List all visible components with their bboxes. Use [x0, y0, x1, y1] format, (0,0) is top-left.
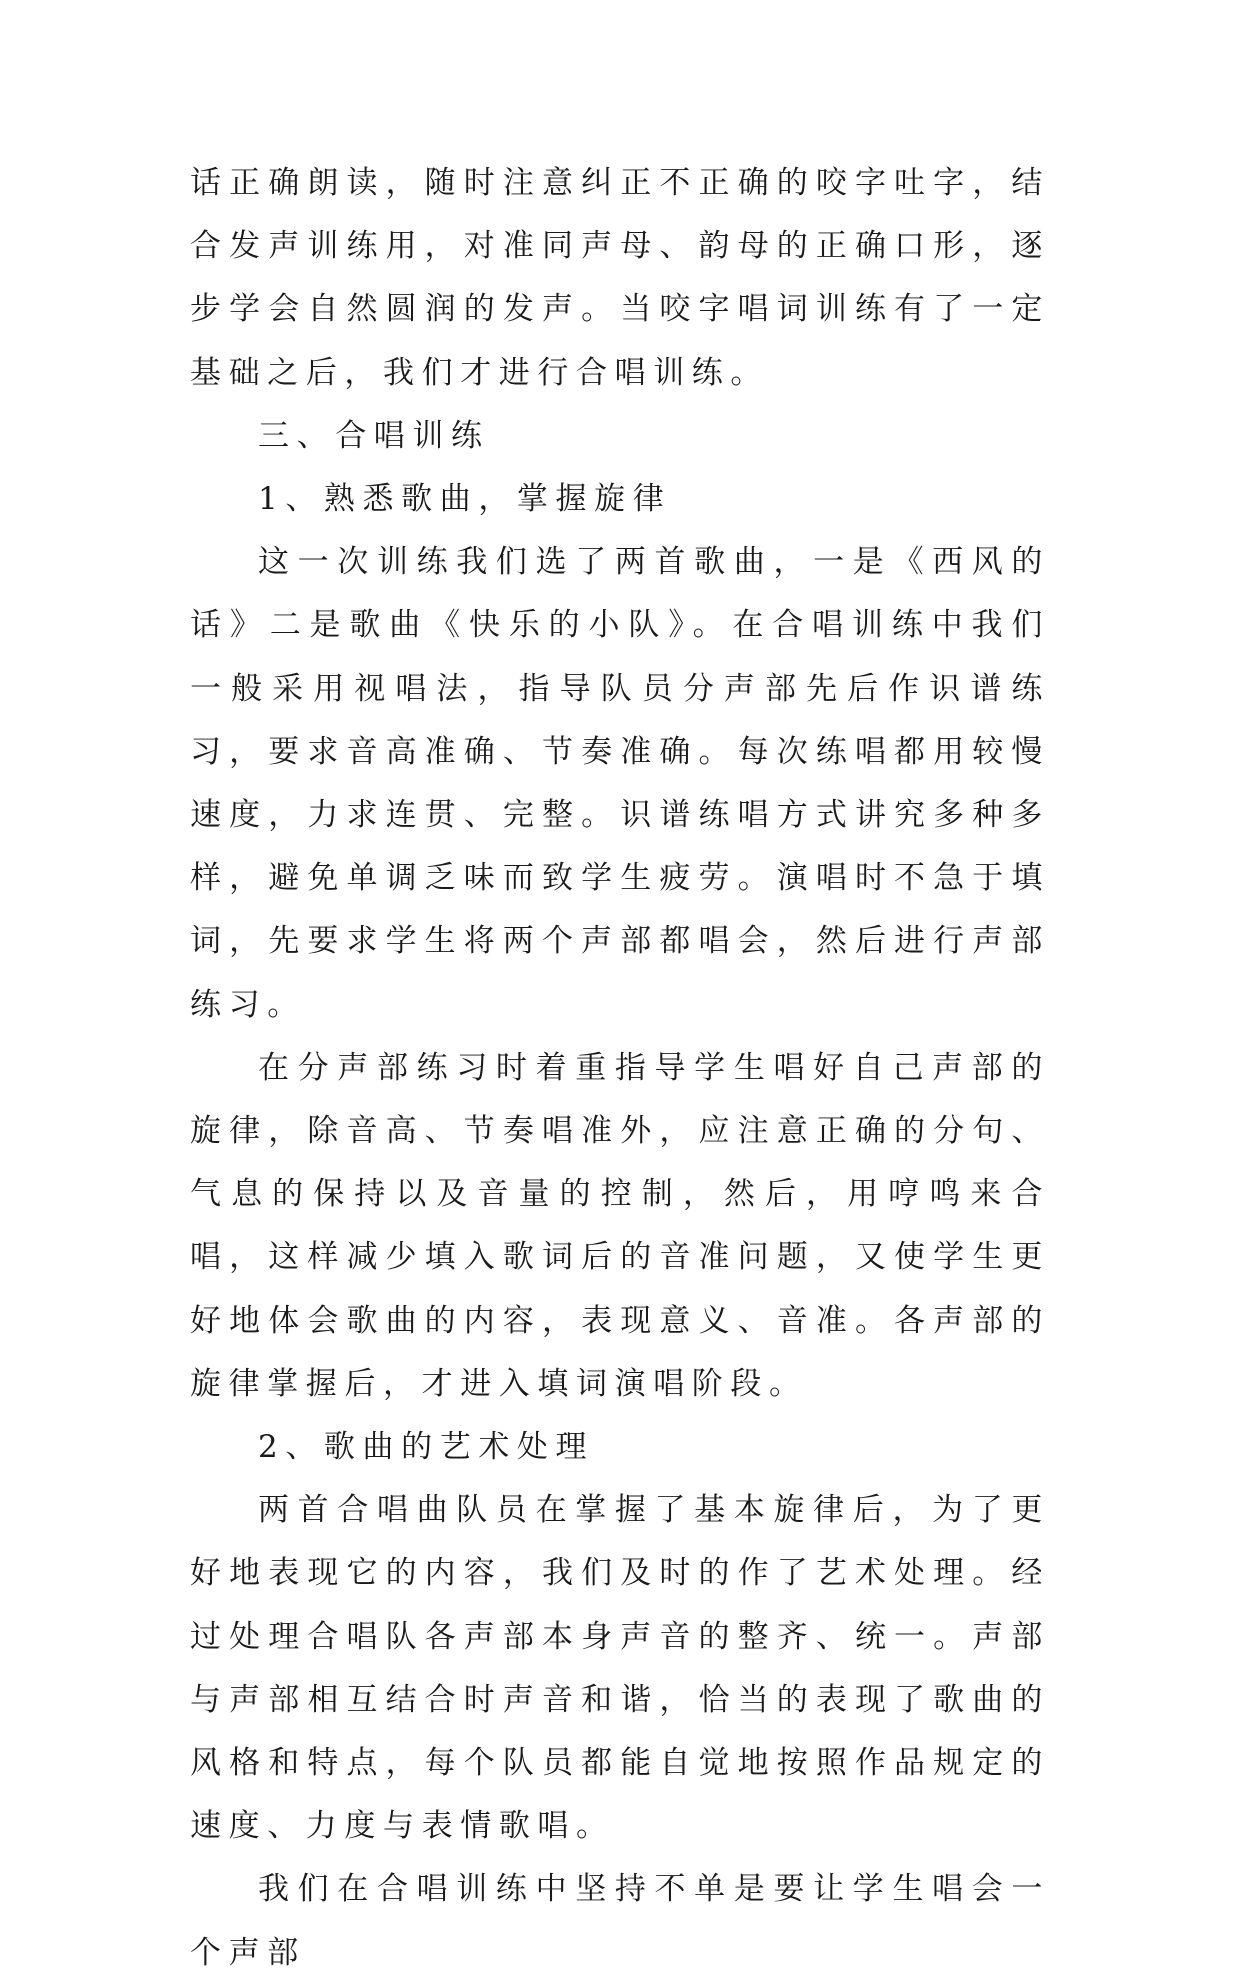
paragraph-artistic-treatment: 两首合唱曲队员在掌握了基本旋律后，为了更好地表现它的内容，我们及时的作了艺术处理。经过处理合唱队各声部本身声音的整齐、统一。声部与声部相互结合时声音和谐，恰当的表现了歌曲的风格和特点，每个队员都能自觉地按照作品规定的速度、力度与表情歌唱。: [190, 1492, 1050, 1845]
paragraph-continuation: 我们在合唱训练中坚持不单是要让学生唱会一个声部: [190, 1871, 1050, 1971]
document-body: [190, 152, 1050, 1985]
paragraph-part-practice: 在分声部练习时着重指导学生唱好自己声部的旋律，除音高、节奏唱准外，应注意正确的分句、气息的保持以及音量的控制，然后，用哼鸣来合唱，这样减少填入歌词后的音准问题，又使学生更好地体会歌曲的内容，表现意义、音准。各声部的旋律掌握后，才进入填词演唱阶段。: [190, 1049, 1050, 1402]
subheading-artistic-treatment: 2、歌曲的艺术处理: [258, 1429, 595, 1466]
subheading-familiarize-songs: 1、熟悉歌曲，掌握旋律: [258, 481, 672, 518]
paragraph-pronunciation: 话正确朗读，随时注意纠正不正确的咬字吐字，结合发声训练用，对准同声母、韵母的正确口形，逐步学会自然圆润的发声。当咬字唱词训练有了一定基础之后，我们才进行合唱训练。: [190, 165, 1050, 391]
paragraph-song-selection: 这一次训练我们选了两首歌曲，一是《西风的话》二是歌曲《快乐的小队》。在合唱训练中我们一般采用视唱法，指导队员分声部先后作识谱练习，要求音高准确、节奏准确。每次练唱都用较慢速度，力求连贯、完整。识谱练唱方式讲究多种多样，避免单调乏味而致学生疲劳。演唱时不急于填词，先要求学生将两个声部都唱会，然后进行声部练习。: [190, 544, 1050, 1023]
section-heading-chorus-training: 三、合唱训练: [258, 417, 490, 454]
